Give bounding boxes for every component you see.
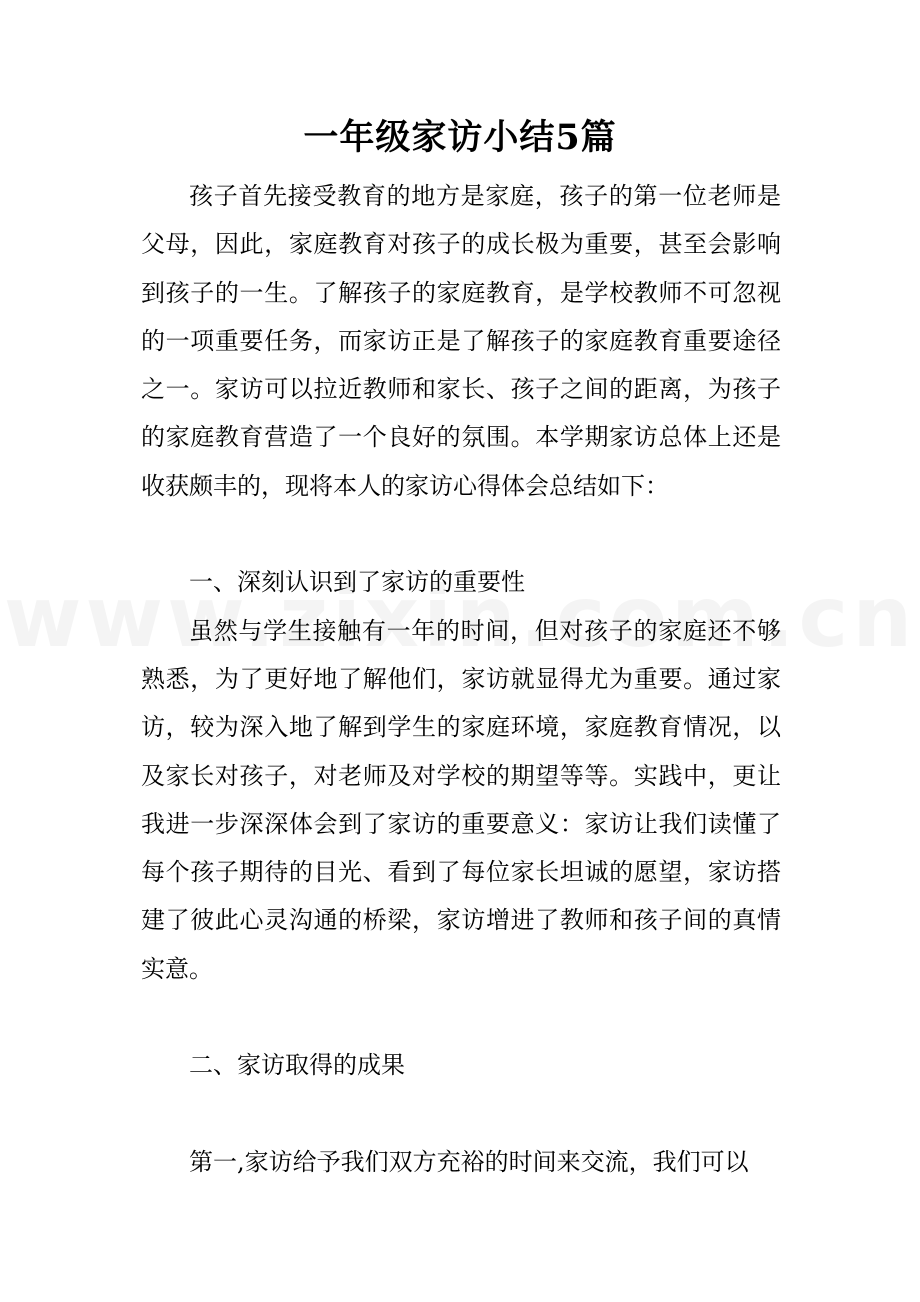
paragraph-gap [141, 1090, 781, 1138]
document-title: 一年级家访小结5篇 [303, 117, 617, 158]
section1-paragraph: 虽然与学生接触有一年的时间，但对孩子的家庭还不够熟悉，为了更好地了解他们，家访就显得尤为重要。通过家访，较为深入地了解到学生的家庭环境，家庭教育情况，以及家长对孩子，对老师及对学校的期望等等。实践中，更让我进一步深深体会到了家访的重要意义：家访让我们读懂了每个孩子期待的目光、看到了每位家长坦诚的愿望，家访搭建了彼此心灵沟通的桥梁，家访增进了教师和孩子间的真情实意。 [141, 616, 781, 983]
document-body [141, 172, 781, 1186]
paragraph-gap [141, 510, 781, 558]
section2-heading: 二、家访取得的成果 [189, 1051, 405, 1080]
section1-heading: 一、深刻认识到了家访的重要性 [189, 568, 525, 597]
section2-paragraph: 第一,家访给予我们双方充裕的时间来交流，我们可以 [189, 1147, 749, 1176]
intro-paragraph: 孩子首先接受教育的地方是家庭，孩子的第一位老师是父母，因此，家庭教育对孩子的成长极为重要，甚至会影响到孩子的一生。了解孩子的家庭教育，是学校教师不可忽视的一项重要任务，而家访正是了解孩子的家庭教育重要途径之一。家访可以拉近教师和家长、孩子之间的距离，为孩子的家庭教育营造了一个良好的氛围。本学期家访总体上还是收获颇丰的，现将本人的家访心得体会总结如下： [141, 182, 781, 500]
paragraph-gap [141, 993, 781, 1041]
